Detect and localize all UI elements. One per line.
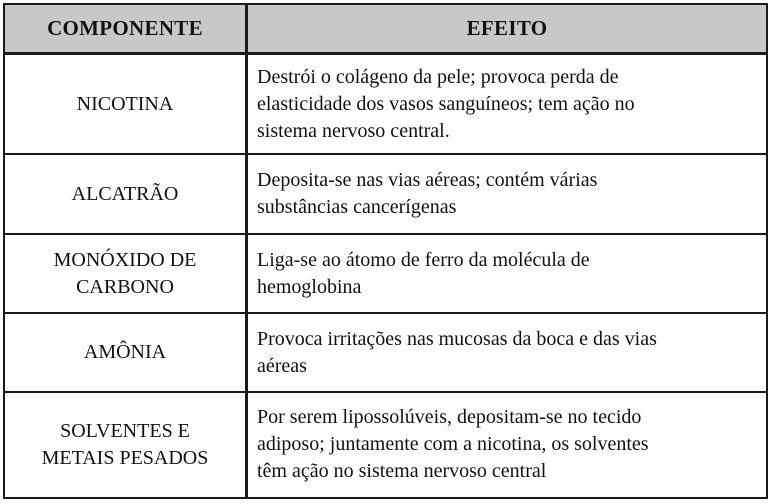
table-row <box>4 54 767 155</box>
table-row <box>4 234 767 314</box>
effect-line: adiposo; juntamente com a nicotina, os solventes <box>257 433 649 456</box>
header-effect: EFEITO <box>247 4 768 54</box>
component-cell <box>4 54 247 155</box>
effect-line: Destrói o colágeno da pele; provoca perda de <box>257 65 619 88</box>
effect-line: sistema nervoso central. <box>257 119 450 142</box>
table-row <box>4 154 767 234</box>
effect-line: Provoca irritações nas mucosas da boca e das vias <box>257 327 657 350</box>
component-cell <box>4 313 247 392</box>
effect-line: aéreas <box>257 354 307 377</box>
component-line: CARBONO <box>76 275 174 298</box>
component-cell <box>4 392 247 498</box>
component-cell <box>4 234 247 314</box>
effect-line: Deposita-se nas vias aéreas; contém várias <box>257 169 598 192</box>
table-body <box>4 54 767 499</box>
component-line: AMÔNIA <box>83 341 167 364</box>
components-effects-table <box>3 3 768 499</box>
component-line: SOLVENTES E <box>60 419 190 442</box>
effect-cell <box>247 313 768 392</box>
effect-line: hemoglobina <box>257 275 362 298</box>
component-line: MONÓXIDO DE <box>53 248 197 271</box>
component-line: ALCATRÃO <box>71 182 179 205</box>
effect-cell <box>247 392 768 498</box>
effect-line: Liga-se ao átomo de ferro da molécula de <box>257 248 590 271</box>
table-row <box>4 313 767 392</box>
header-component: COMPONENTE <box>4 4 247 54</box>
component-line: METAIS PESADOS <box>41 446 209 469</box>
table-header <box>4 4 767 54</box>
effect-line: substâncias cancerígenas <box>257 196 457 219</box>
table-row <box>4 392 767 498</box>
effect-cell <box>247 154 768 234</box>
component-line: NICOTINA <box>76 92 174 115</box>
effect-line: Por serem lipossolúveis, depositam-se no tecido <box>257 406 642 429</box>
effect-line: elasticidade dos vasos sanguíneos; tem ação no <box>257 92 635 115</box>
header-row <box>4 4 767 54</box>
component-cell <box>4 154 247 234</box>
effect-line: têm ação no sistema nervoso central <box>257 460 547 483</box>
effect-cell <box>247 54 768 155</box>
effect-cell <box>247 234 768 314</box>
